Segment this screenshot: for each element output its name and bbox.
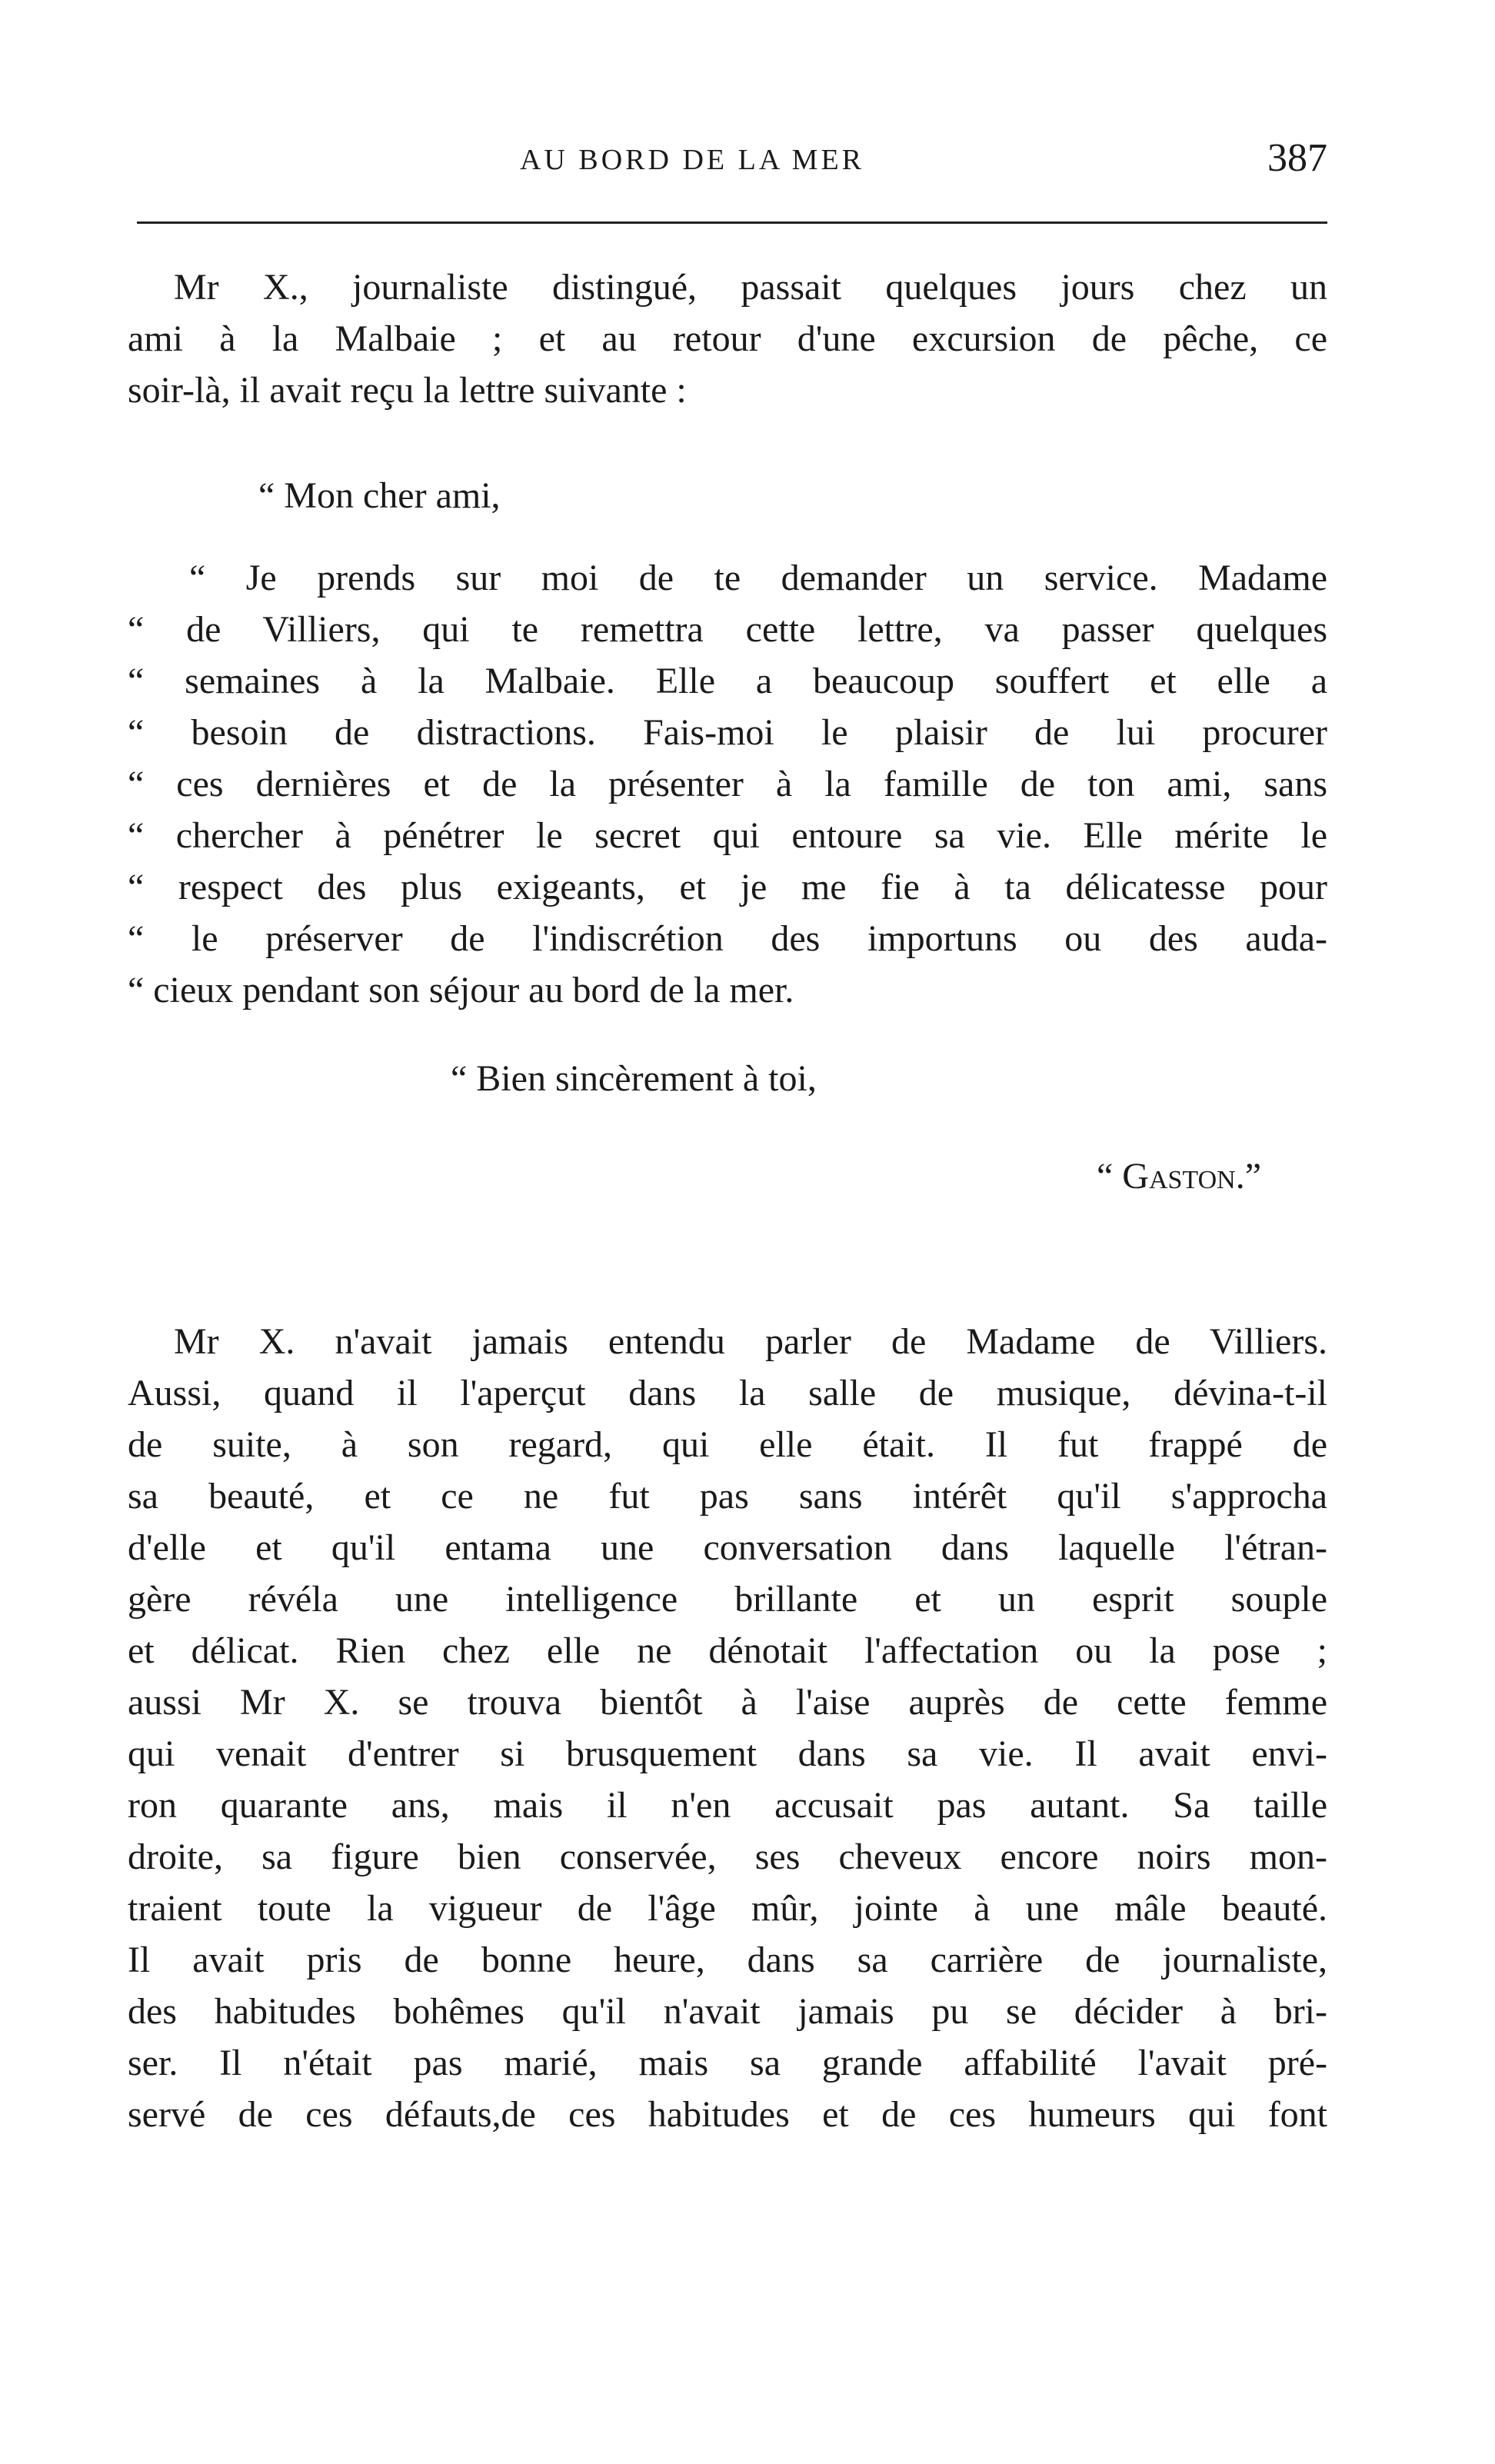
- text-line: aussi Mr X. se trouva bientôt à l'aise auprès de cette femme: [128, 1682, 1327, 1723]
- text-line: Il avait pris de bonne heure, dans sa carrière de journaliste,: [128, 1940, 1327, 1980]
- intro-paragraph: [128, 261, 1327, 416]
- letter: [128, 470, 1327, 1202]
- text-line: Mr X., journaliste distingué, passait quelques jours chez un: [174, 267, 1327, 308]
- text-line: Aussi, quand il l'aperçut dans la salle de musique, dévina-t-il: [128, 1373, 1327, 1413]
- book-page: [128, 0, 1327, 2464]
- letter-body: [128, 552, 1327, 1016]
- text-line: droite, sa figure bien conservée, ses cheveux encore noirs mon-: [128, 1836, 1327, 1877]
- letter-line: “ semaines à la Malbaie. Elle a beaucoup souffert et elle a: [128, 661, 1327, 701]
- letter-line: “ chercher à pénétrer le secret qui entoure sa vie. Elle mérite le: [128, 815, 1327, 856]
- narrative-paragraph: [128, 1316, 1327, 2140]
- text-body: [128, 261, 1327, 2140]
- letter-salutation: “ Mon cher ami,: [258, 475, 501, 516]
- text-line: de suite, à son regard, qui elle était. Il fut frappé de: [128, 1424, 1327, 1465]
- text-line: soir-là, il avait reçu la lettre suivante :: [128, 370, 687, 411]
- letter-line: “ besoin de distractions. Fais-moi le plaisir de lui procurer: [128, 712, 1327, 753]
- text-line: ami à la Malbaie ; et au retour d'une excursion de pêche, ce: [128, 318, 1327, 359]
- text-line: des habitudes bohêmes qu'il n'avait jamais pu se décider à bri-: [128, 1991, 1327, 2032]
- letter-line: “ cieux pendant son séjour au bord de la mer.: [128, 970, 794, 1011]
- text-line: ser. Il n'était pas marié, mais sa grande affabilité l'avait pré-: [128, 2043, 1327, 2083]
- text-line: Mr X. n'avait jamais entendu parler de Madame de Villiers.: [174, 1321, 1327, 1362]
- section-gap: [128, 1202, 1327, 1316]
- letter-signature: “ Gaston.”: [1097, 1156, 1261, 1197]
- letter-line: “ le préserver de l'indiscrétion des importuns ou des auda-: [128, 918, 1327, 959]
- text-line: servé de ces défauts,de ces habitudes et de ces humeurs qui font: [128, 2094, 1327, 2135]
- letter-line: “ respect des plus exigeants, et je me fie à ta délicatesse pour: [128, 867, 1327, 907]
- text-line: qui venait d'entrer si brusquement dans sa vie. Il avait envi-: [128, 1733, 1327, 1774]
- letter-line: “ ces dernières et de la présenter à la famille de ton ami, sans: [128, 764, 1327, 804]
- text-line: sa beauté, et ce ne fut pas sans intérêt qu'il s'approcha: [128, 1476, 1327, 1517]
- letter-line: “ Je prends sur moi de te demander un service. Madame: [189, 558, 1327, 598]
- text-line: traient toute la vigueur de l'âge mûr, jointe à une mâle beauté.: [128, 1888, 1327, 1929]
- running-head: [128, 135, 1327, 189]
- text-line: et délicat. Rien chez elle ne dénotait l'affectation ou la pose ;: [128, 1630, 1327, 1671]
- text-line: d'elle et qu'il entama une conversation dans laquelle l'étran-: [128, 1527, 1327, 1568]
- page-number: 387: [1267, 136, 1327, 180]
- running-title: AU BORD DE LA MER: [520, 144, 865, 176]
- text-line: gère révéla une intelligence brillante et un esprit souple: [128, 1579, 1327, 1620]
- letter-closing: “ Bien sincèrement à toi,: [451, 1058, 817, 1099]
- text-line: ron quarante ans, mais il n'en accusait pas autant. Sa taille: [128, 1785, 1327, 1826]
- letter-line: “ de Villiers, qui te remettra cette lettre, va passer quelques: [128, 609, 1327, 650]
- header-rule: [137, 221, 1327, 224]
